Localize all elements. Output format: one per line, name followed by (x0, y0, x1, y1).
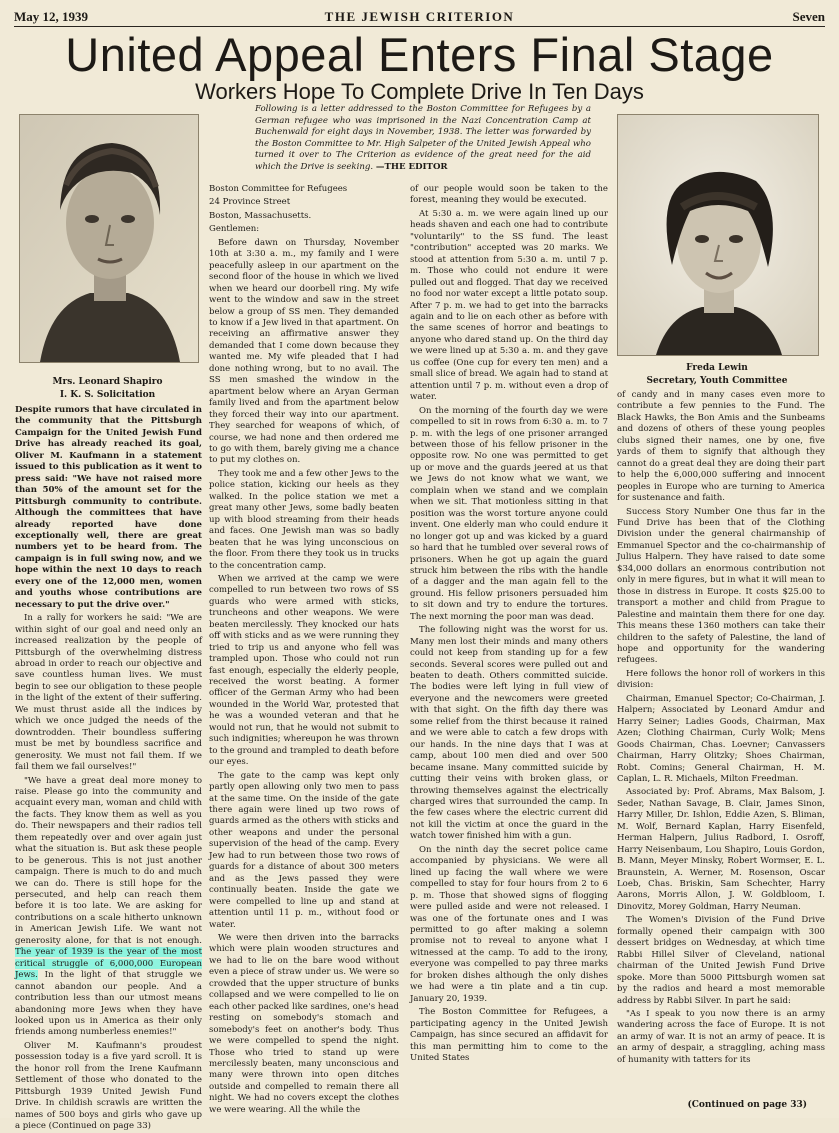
continued-note: (Continued on page 33) (687, 1100, 807, 1110)
col3-p2: On the morning of the fourth day we were compelled to sit in rows from 6:30 a. m. to 7 p. m. with the legs of one prisoner arranged between those of his fellow prisoner in the opposite row. No one was permitted to get up or move and the guards jeered at us that we Jews do not know what we want, we complain when we stand and we complain when we sit. That motionless sitting in that position was the worst torture anyone could invent. One elderly man who could endure it no longer got up and was kicked by a guard so hard that he tumbled over several rows of prisoners. When he got up again the guard struck him between the ribs with the handle of a dagger and the man again fell to the ground. His fellow prisoners persuaded him to sit down and try to endure the tortures. The next morning the poor man was dead. (410, 405, 608, 622)
caption-right-title: Secretary, Youth Committee (646, 376, 788, 386)
caption-left-name: Mrs. Leonard Shapiro (52, 377, 163, 387)
col1-lead: Despite rumors that have circulated in the community that the Pittsburgh Campaign for the United Jewish Fund Drive has already reached its goal, Oliver M. Kaufmann in a statement issued to this publication as it went to press said: "We have not raised more than 50% of the amount set for the Pittsburgh community to contribute. Although the committees that have already reported have done exceptionally well, there are great numbers yet to be heard from. The campaign is in full swing now, and we hope within the next 10 days to reach every one of the 12,000 men, women and youths whose contributions are necessary to put the drive over." (15, 405, 202, 610)
highlighted-text: The year of 1939 is the year of the most critical struggle of 6,000,000 European Jews. (15, 947, 202, 981)
col1-p1: In a rally for workers he said: "We are within sight of our goal and need only an increased realization by the people of Pittsburgh of the overwhelming distress abroad in order to reach our objective and save countless human lives. We must begin to see our obligation to these people in the light of the extent of their suffering. We must thrust aside all the indices by which we once judged the needs of the downtrodden. Their boundless suffering must be met by boundless sacrifice and generosity. We must not fail them. If we fail them we fail ourselves!" (15, 613, 202, 773)
col1-p3: Oliver M. Kaufmann's proudest possession today is a five yard scroll. It is the honor roll from the Irene Kaufmann Settlement of those who donated to the Pittsburgh 1939 United Jewish Fund Drive. In childish scrawls are written the names of 500 boys and girls who gave up a piece (Continued on page 33) (15, 1040, 202, 1132)
page-number: Seven (792, 9, 825, 24)
col2-p5: We were then driven into the barracks which were plain wooden structures and we had to lie on the bare wood without even a piece of straw under us. We were so crowded that the upper structure of bunks collapsed and we were compelled to lie on each other packed like sardines, one's head resting on somebody's stomach and somebody's feet on another's body. Thus we were compelled to spend the night. Those who tried to stand up were mercilessly beaten, many unconscious and many were thrown into open ditches outside and compelled to remain there all night. We had no covers except the clothes we were wearing. All the while the (209, 933, 399, 1115)
intro-signoff: —THE EDITOR (375, 161, 448, 172)
col3-p5: The Boston Committee for Refugees, a participating agency in the United Jewish Campaign, has since secured an affidavit for this man permitting him to come to the United States (410, 1007, 608, 1063)
col2-p1: Before dawn on Thursday, November 10th at 3:30 a. m., my family and I were peacefully asleep in our apartment on the second floor of the house in which we lived when we heard our doorbell ring. My wife went to the window and saw in the street below a group of SS men. They demanded to know if a Jew lived in that apartment. On receiving an affirmative answer they demanded that I come down because they wanted me. My wife pleaded that I had done nothing wrong, but to no avail. The SS men smashed the window in the apartment below where an Aryan German family lived and from the apartment below they forced their way into our apartment. They searched for weapons of which, of course, we had none and then ordered me to go with them, barely giving me a chance to put my clothes on. (209, 237, 400, 466)
caption-left (15, 376, 200, 402)
col2-p4: The gate to the camp was kept only partly open allowing only two men to pass at the same time. On the inside of the gate there again were lined up two rows of guards armed as the others with sticks and other weapons and under the personal supervision of the head of the camp. Every Jew had to run between those two rows of guards for a distance of about 300 meters and as the Jews passed they were continually beaten. Inside the gate we were compelled to line up and stand at attention until 11 p. m., without food or water. (209, 770, 399, 930)
col4-p2: Here follows the honor roll of workers in this division: (617, 668, 825, 691)
caption-right (612, 362, 822, 388)
subheadline: Workers Hope To Complete Drive In Ten Days (195, 79, 644, 104)
col4-p6: "As I speak to you now there is an army wandering across the face of Europe. It is not an army of war. It is not an army of peace. It is an army of despair, a straggling, aching mass of humanity with tatters for its (617, 1009, 825, 1065)
col2-address-3: Boston, Massachusetts. (209, 210, 312, 221)
col3-p0: of our people would soon be taken to the forest, meaning they would be executed. (410, 184, 608, 206)
col3-p1: At 5:30 a. m. we were again lined up our heads shaven and each one had to contribute "voluntarily" to the SS fund. The least "contribution" accepted was 20 marks. We stood at attention from 5:30 a. m. until 7 p. m. Those who could not endure it were pulled out and flogged. That day we received no food nor water except a little potato soup. After 7 p. m. we had to get into the barracks again and to lie on each other as before with the same scenes of horror and beatings to anyone who dared stand up. On the third day we were lined up at 5:30 a. m. and they gave us coffee (One cup for every ten men) and a small slice of bread. We again had to stand at attention until 7 p. m. without even a drop of water. (410, 208, 608, 403)
column-2 (209, 184, 400, 1115)
page-header (14, 8, 825, 27)
col2-p2: They took me and a few other Jews to the police station, kicking our heels as they walked. In the police station we met a great many other Jews, some badly beaten up with blood streaming from their heads and faces. One Jewish man was so badly beaten that he was lying unconscious on the floor. From there they took us in trucks to the concentration camp. (209, 468, 399, 571)
headline: United Appeal Enters Final Stage (65, 28, 774, 81)
portrait-photo-right (617, 114, 819, 356)
col4-p4: Associated by: Prof. Abrams, Max Balsom, J. Seder, Nathan Savage, B. Clair, James Sinon, Harry Miller, Dr. Ishlon, Eddie Azen, S. Bliman, M. Wolf, Bernard Kaplan, Harry Eisenfeld, Herman Halpern, Julius Radbord, I. Osroff, Harry Neisenbaum, Lou Shapiro, Louis Gordon, B. Mann, Meyer Minsky, Robert Wormser, E. L. Braunstein, A. Werner, M. Rosenson, Oscar Loeb, Chas. Briskin, Sam Schechter, Harry Aarons, Morris Allon, J. W. Goldbloom, I. Dinovitz, Morey Goldman, Harry Neuman. (617, 787, 825, 912)
issue-date: May 12, 1939 (14, 9, 89, 24)
column-4 (617, 390, 825, 1095)
col1-p2: "We have a great deal more money to raise. Please go into the community and acquaint every man, woman and child with the facts. They know them as well as you do. Their newspapers and their radios tell them repeatedly over and over again just what the situation is. But ask these people to be generous. This is not just another campaign. There is much to do and much we can do. There is still hope for the persecuted, and help can reach them before it is too late. We are asking for contributions on a scale hitherto unknown in American Jewish Life. We want not generosity alone, for that is not enough. The year of 1939 is the year of the most critical struggle of 6,000,000 European Jews. In the light of that struggle we cannot abandon our people. And a contribution less than our utmost means abandoning more Jews when they have looked upon us in America as their only friends among numberless enemies!" (15, 775, 203, 1038)
column-1 (15, 405, 203, 1132)
intro-text: Following is a letter addressed to the Boston Committee for Refugees by a German refugee who was imprisoned in the Nazi Concentration Camp at Buchenwald for eight days in November, 1938. The letter was forwarded by the Boston Committee to Mr. High Salpeter of the United Jewish Appeal who turned it over to The Criterion as evidence of the great need for the aid which the Drive is seeking. (255, 104, 591, 172)
portrait-left-image (20, 115, 198, 362)
col2-salutation: Gentlemen: (209, 224, 260, 235)
col3-p4: On the ninth day the secret police came accompanied by physicians. We were all lined up facing the wall where we were compelled to stay for four hours from 2 to 6 p. m. Those that showed signs of flogging were pulled aside and were not released. I was one of the fortunate ones and I was permitted to go after making a solemn promise not to reveal to anyone what I witnessed at the camp. To add to the irony, everyone was compelled to pay three marks for broken dishes although the only dishes we had were a tin plate and a tin cup. January 20, 1939. (410, 844, 608, 1004)
caption-left-title: I. K. S. Solicitation (59, 390, 156, 400)
column-3 (410, 184, 608, 1110)
editor-intro (255, 104, 591, 173)
publication-name: THE JEWISH CRITERION (324, 9, 515, 24)
col4-p5: The Women's Division of the Fund Drive formally opened their campaign with 300 dessert bridges on Wednesday, at which time Rabbi Hillel Silver of Cleveland, national chairman of the United Jewish Fund Drive spoke. More than 5000 Pittsburgh women sat by the radios and heard a most memorable address by Rabbi Silver. In part he said: (617, 915, 825, 1006)
portrait-right-image (618, 115, 818, 355)
portrait-photo-left (19, 114, 199, 363)
caption-right-name: Freda Lewin (686, 363, 748, 373)
col2-p3: When we arrived at the camp we were compelled to run between two rows of SS guards who were armed with sticks, truncheons and other weapons. We were beaten mercilessly. They knocked our hats off with sticks and as we were running they tried to trip us and anyone who fell was trampled upon. Those who could not run fast enough, especially the elderly people, received the worst beating. A former officer of the German Army who had been wounded in the World War, protested that he was a wounded veteran and that he would not run, that he would not submit to such indignities; whereupon he was thrown to the ground and trampled to death before our eyes. (209, 573, 399, 768)
col4-p1: Success Story Number One thus far in the Fund Drive has been that of the Clothing Division under the general chairmanship of Emmanuel Spector and the co-chairmanship of Julius Halpern. They have raised to date some $34,000 dollars an enormous contribution not only in mere figures, but in what it will mean to those in distress in Europe. It costs $25.00 to transport a mother and child from Prague to Palestine and maintain them there for one day. This means these 1360 mothers can take their children to the safety of Palestine, the land of hope and opportunity for the wandering refugees. (617, 506, 825, 666)
col2-address-2: 24 Province Street (209, 197, 291, 208)
col4-p3: Chairman, Emanuel Spector; Co-Chairman, J. Halpern; Associated by Leonard Amdur and Harry Seiner; Ladies Goods, Chairman, Max Azen; Clothing Chairman, Curly Wolk; Mens Goods Chairman, Chas. Loevner; Canvassers Chairman, Harry Olitzky; Shoes Chairman, Robt. Comins; General Chairman, H. M. Caplan, L. R. Michaels, Milton Freedman. (617, 693, 825, 784)
col4-p0: of candy and in many cases even more to contribute a few pennies to the Fund. The Black Hawks, the Bon Amis and the Sunbeams and dozens of others of these young peoples clubs signed their names, one by one, five yards of them to signify that although they cannot do a great deal they are doing their part to help the 6,000,000 suffering and innocent peoples in Europe who are turning to America for sustenance and faith. (617, 390, 825, 504)
col2-address-1: Boston Committee for Refugees (209, 184, 348, 194)
col3-p3: The following night was the worst for us. Many men lost their minds and many others could not keep from standing up for a few seconds. Several scores were pulled out and beaten to death. Others committed suicide. The bodies were left lying in full view of everyone and the newcomers were greeted with that sight. On the fifth day there was some relief from the thirst because it rained and we were able to catch a few drops with our hands. In the nine days that I was at camp, about 100 men died and over 500 became insane. Many committed suicide by cutting their veins with broken glass, or throwing themselves against the electrically charged wires that surrounded the camp. In the few cases where the electric current did not kill the victim at once the guard in the watch tower finished him with a gun. (410, 625, 608, 842)
